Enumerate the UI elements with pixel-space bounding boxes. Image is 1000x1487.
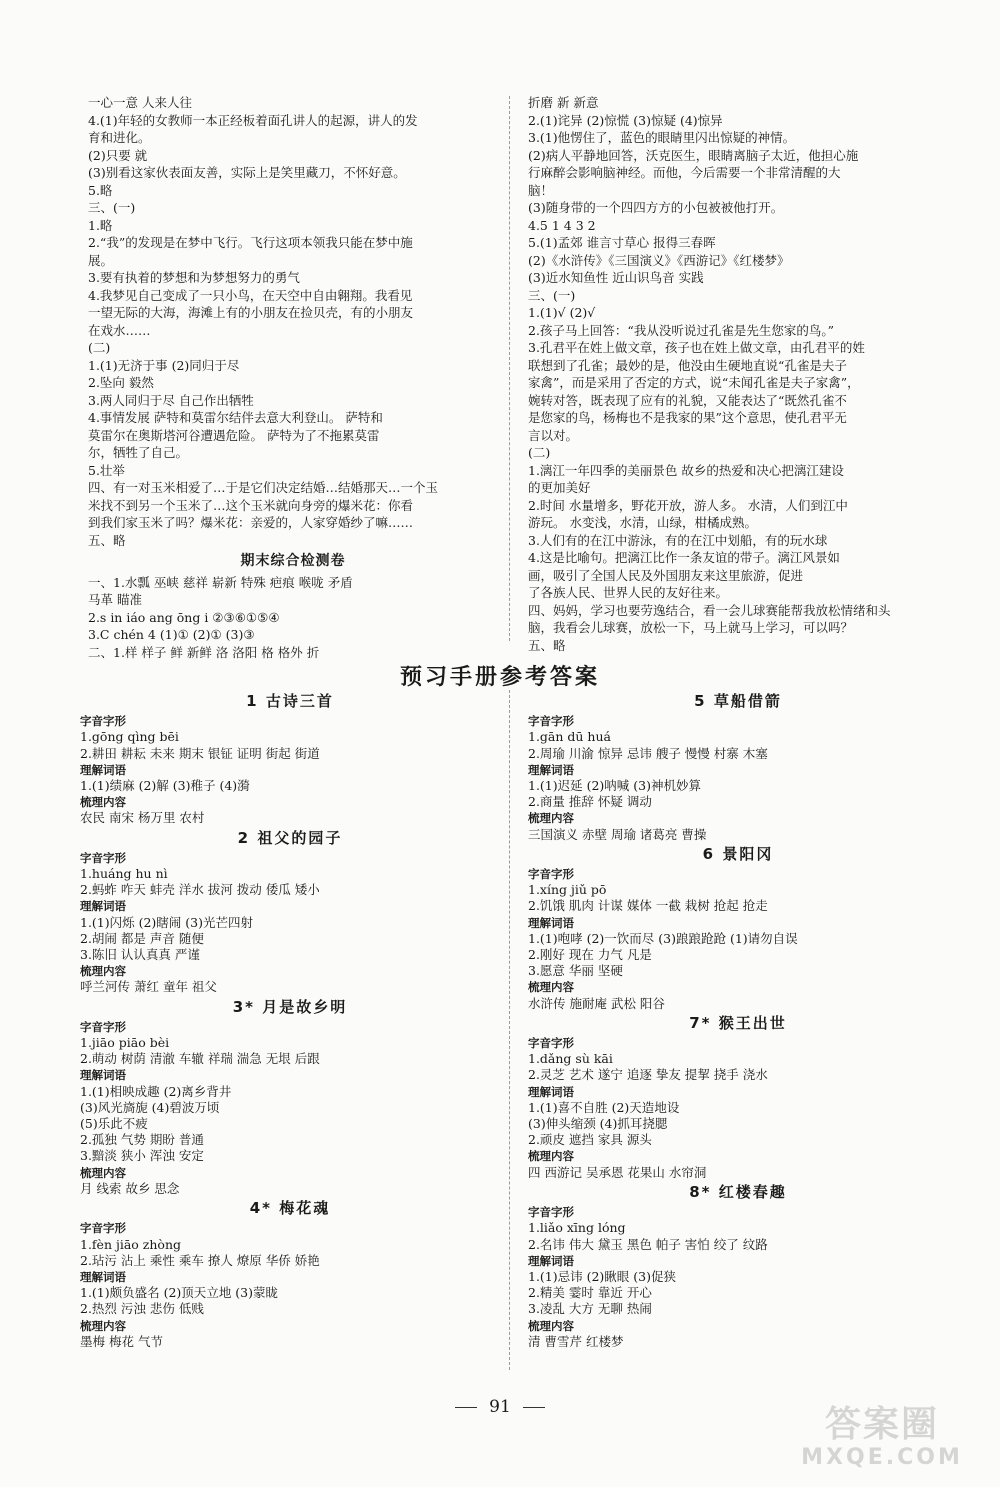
section-heading: 理解词语 <box>80 762 126 777</box>
answer-line: 2.精美 霎时 靠近 开心 <box>528 1285 652 1301</box>
answer-line: 2.耕田 耕耘 未来 期末 银钲 证明 街起 街道 <box>80 745 320 761</box>
answer-line: 3.C chén 4 (1)① (2)① (3)③ <box>88 627 255 642</box>
answer-line: 清 曹雪芹 红楼梦 <box>528 1333 624 1349</box>
section-heading: 字音字形 <box>528 1205 574 1220</box>
answer-line: 3.陈旧 认认真真 严谨 <box>80 947 200 963</box>
answer-line: 联想到了孔雀；最妙的是，他没由生硬地直说“孔雀是夫子 <box>528 357 847 373</box>
answer-line: 2.饥饿 肌肉 计谋 媒体 一截 栽树 抢起 抢走 <box>528 898 768 914</box>
answer-line: 2.时间 水量增多，野花开放，游人多。 水清，人们到江中 <box>528 497 848 513</box>
answer-line: 1.liǎo xīng lóng <box>528 1220 626 1236</box>
answer-line: 3.要有执着的梦想和为梦想努力的勇气 <box>88 270 300 285</box>
answer-line: 莫雷尔在奥斯塔河谷遭遇危险。 萨特为了不拖累莫雷 <box>88 427 380 443</box>
answer-line: 画，吸引了全国人民及外国朋友来这里旅游，促进 <box>528 567 804 583</box>
answer-line: 4.这是比喻句。把漓江比作一条友谊的带子。漓江风景如 <box>528 550 840 565</box>
exam-lines <box>88 574 498 662</box>
answer-line: 2.顽皮 遮挡 家具 源头 <box>528 1132 652 1148</box>
section-heading: 理解词语 <box>528 762 574 777</box>
answer-line: 3.人们有的在江中游泳，有的在江中划船，有的玩水球 <box>528 532 828 548</box>
section-heading: 理解词语 <box>528 1253 574 1268</box>
answer-line: (2)《水浒传》《三国演义》《西游记》《红楼梦》 <box>528 252 790 268</box>
top-left-lines <box>88 94 498 549</box>
answer-line: 2.蚂蚱 咋天 蚌壳 洋水 拔河 拨动 倭瓜 矮小 <box>80 882 320 898</box>
top-right-column <box>528 94 948 654</box>
section-heading: 理解词语 <box>80 1068 126 1083</box>
answer-line: 4.我梦见自己变成了一只小鸟，在天空中自由翱翔。我看见 <box>88 287 413 303</box>
answer-line: 1.略 <box>88 217 113 233</box>
lesson-title: 7* 猴王出世 <box>689 1013 787 1032</box>
answer-line: 2.“我”的发现是在梦中飞行。飞行这项本领我只能在梦中施 <box>88 235 413 250</box>
answer-line: 二、1.样 样子 鲜 新鲜 洛 洛阳 格 格外 折 <box>88 644 320 660</box>
section-heading: 梳理内容 <box>80 795 126 810</box>
answer-line: 4.(1)年轻的女教师一本正经板着面孔讲人的起源，讲人的发 <box>88 112 418 128</box>
answer-line: 2.孩子马上回答：“我从没听说过孔雀是先生您家的鸟。” <box>528 322 834 338</box>
answer-line: 2.坠向 毅然 <box>88 375 154 390</box>
answer-line: 2.萌动 树荫 清澈 车辙 祥瑞 湍急 无垠 后跟 <box>80 1051 320 1067</box>
answer-line: 2.热烈 污浊 悲伤 低贱 <box>80 1301 204 1317</box>
section-heading: 梳理内容 <box>80 1165 126 1180</box>
answer-line: 1.(1)无济于事 (2)同归于尽 <box>88 357 240 373</box>
answer-line: 言以对。 <box>528 427 579 443</box>
answer-line: 2.玷污 沾上 乘性 乘车 撩人 燎原 华侨 娇艳 <box>80 1252 320 1268</box>
lesson-title: 2 祖父的园子 <box>237 828 343 847</box>
answer-line: 3.孔君平在姓上做文章，孩子也在姓上做文章，由孔君平的姓 <box>528 340 865 355</box>
answer-line: (二) <box>88 340 111 355</box>
section-heading: 字音字形 <box>80 850 126 865</box>
answer-line: 是您家的鸟，杨梅也不是我家的果”这个意思，使孔君平无 <box>528 410 847 425</box>
section-heading: 字音字形 <box>80 1019 126 1034</box>
answer-line: 1.fèn jiāo zhòng <box>80 1236 182 1252</box>
lessons-right-column <box>528 690 948 1350</box>
answer-line: (2)病人平静地回答，沃克医生，眼睛离脑子太近，他担心施 <box>528 147 859 163</box>
answer-line: 在戏水…… <box>88 322 151 338</box>
lesson-title: 3* 月是故乡明 <box>232 997 348 1016</box>
answer-line: 1.gōng qìng bēi <box>80 729 179 745</box>
answer-line: 水浒传 施耐庵 武松 阳谷 <box>528 995 665 1011</box>
section-heading: 梳理内容 <box>80 1318 126 1333</box>
column-divider-top <box>509 96 510 641</box>
answer-line: 1.(1)迟延 (2)呐喊 (3)神机妙算 <box>528 778 701 794</box>
answer-line: 四、有一对玉米相爱了…于是它们决定结婚…结婚那天…一个玉 <box>88 480 439 495</box>
answer-line: 三国演义 赤壁 周瑜 诸葛亮 曹操 <box>528 826 707 842</box>
answer-line: 折磨 新 新意 <box>528 95 599 110</box>
lessons-left-column <box>80 690 500 1350</box>
top-left-column <box>88 94 498 661</box>
answer-line: 1.(1)喜不自胜 (2)天造地设 <box>528 1099 680 1115</box>
page-number: 91 <box>0 1397 1000 1417</box>
answer-line: (5)乐此不疲 <box>80 1116 148 1132</box>
exam-title: 期末综合检测卷 <box>240 553 346 569</box>
answer-line: (2)只要 就 <box>88 147 148 163</box>
lesson-title: 8* 红楼春趣 <box>689 1182 787 1201</box>
answer-line: 到我们家玉米了吗？爆米花：亲爱的，人家穿婚纱了嘛…… <box>88 515 414 530</box>
answer-line: 五、略 <box>528 637 566 653</box>
answer-line: 3.黯淡 狭小 浑浊 安定 <box>80 1148 204 1164</box>
answer-line: (3)别看这家伙表面友善，实际上是笑里藏刀，不怀好意。 <box>88 165 406 180</box>
answer-line: 2.s in iáo ang ōng i ②③⑥①⑤④ <box>88 609 280 625</box>
answer-line: 1.(1)颇负盛名 (2)顶天立地 (3)蒙眬 <box>80 1285 278 1301</box>
answer-line: (3)风光旖旎 (4)碧波万顷 <box>80 1099 220 1115</box>
answer-line: 四 西游记 吴承恩 花果山 水帘洞 <box>528 1164 707 1180</box>
lesson-title: 5 草船借箭 <box>694 692 782 710</box>
answer-line: 婉转对答，既表现了应有的礼貌，又能表达了“既然孔雀不 <box>528 392 847 408</box>
answer-line: 1.(1)咆哮 (2)一饮而尽 (3)踉踉跄跄 (1)请勿自误 <box>528 930 798 946</box>
answer-line: 一、1.水瓢 巫峡 慈祥 崭新 特殊 疤痕 喉咙 矛盾 <box>88 574 353 590</box>
answer-line: 脑！ <box>528 182 554 198</box>
answer-line: 1.huáng hu nì <box>80 866 168 882</box>
lesson-title: 6 景阳冈 <box>702 844 774 863</box>
section-heading: 字音字形 <box>80 1221 126 1236</box>
answer-line: (3)随身带的一个四四方方的小包被被他打开。 <box>528 200 784 215</box>
answer-line: 三、(一) <box>528 287 576 303</box>
answer-line: 3.愿意 华丽 坚硬 <box>528 963 623 979</box>
answer-line: 2.刚好 现在 力气 凡是 <box>528 947 652 963</box>
section-heading: 梳理内容 <box>528 980 574 995</box>
answer-line: 1.(1)闪烁 (2)瞎闹 (3)光芒四射 <box>80 914 253 930</box>
watermark-mark: 答案圈 <box>824 1404 939 1445</box>
answer-line: (二) <box>528 445 551 460</box>
answer-line: 的更加美好 <box>528 480 591 495</box>
answer-line: 三、(一) <box>88 200 136 215</box>
answer-line: 了各族人民、世界人民的友好往来。 <box>528 585 729 600</box>
section-heading: 梳理内容 <box>528 1318 574 1333</box>
lesson-title: 1 古诗三首 <box>246 692 334 710</box>
answer-line: 3.(1)他愣住了，蓝色的眼睛里闪出惊疑的神情。 <box>528 130 796 145</box>
section-heading: 理解词语 <box>528 1084 574 1099</box>
section-heading: 字音字形 <box>528 1036 574 1051</box>
main-title: 预习手册参考答案 <box>399 665 600 690</box>
answer-line: 3.凌乱 大方 无聊 热闹 <box>528 1301 652 1317</box>
answer-line: 马革 瞄准 <box>88 592 142 607</box>
answer-line: 行麻醉会影响脑神经。而他，今后需要一个非常清醒的大 <box>528 165 841 180</box>
answer-line: 1.(1)绩麻 (2)解 (3)稚子 (4)漪 <box>80 778 250 794</box>
answer-line: 农民 南宋 杨万里 农村 <box>80 810 205 826</box>
answer-line: 墨梅 梅花 气节 <box>80 1333 163 1349</box>
section-heading: 理解词语 <box>80 899 126 914</box>
answer-line: 2.孤独 气势 期盼 普通 <box>80 1132 204 1148</box>
answer-line: 呼兰河传 萧红 童年 祖父 <box>80 979 217 995</box>
answer-line: 1.gān dū huá <box>528 729 611 745</box>
answer-line: 2.(1)诧异 (2)惊慌 (3)惊疑 (4)惊异 <box>528 112 723 128</box>
answer-line: 2.名讳 伟大 黛玉 黑色 帕子 害怕 绞了 纹路 <box>528 1236 768 1252</box>
answer-line: 2.商量 推辞 怀疑 调动 <box>528 794 652 810</box>
answer-line: 4.事情发展 萨特和莫雷尔结伴去意大利登山。 萨特和 <box>88 410 383 425</box>
answer-line: 五、略 <box>88 532 126 548</box>
answer-line: 2.周瑜 川渝 惊异 忌讳 艘子 慢慢 村寨 木塞 <box>528 745 768 761</box>
watermark-logo <box>782 1405 982 1477</box>
answer-line: (3)伸头缩颈 (4)抓耳挠腮 <box>528 1116 668 1132</box>
section-heading: 梳理内容 <box>528 811 574 826</box>
section-heading: 梳理内容 <box>528 1149 574 1164</box>
answer-line: 脑，我看会儿球赛，放松一下，马上就马上学习，可以吗？ <box>528 620 854 635</box>
lesson-title: 4* 梅花魂 <box>249 1199 331 1218</box>
answer-line: 1.xíng jiǔ pō <box>528 882 607 898</box>
answer-line: 1.(1)√ (2)√ <box>528 305 596 320</box>
answer-line: (3)近水知鱼性 近山识鸟音 实践 <box>528 270 704 285</box>
answer-line: 2.胡闹 都是 声音 随便 <box>80 930 204 946</box>
answer-line: 一心一意 人来人往 <box>88 95 192 110</box>
answer-line: 3.两人同归于尽 自己作出牺牲 <box>88 392 254 408</box>
answer-line: 2.灵芝 艺术 遂宁 追逐 挚友 提挈 挠手 浇水 <box>528 1067 768 1083</box>
answer-line: 展。 <box>88 252 114 268</box>
section-heading: 梳理内容 <box>80 964 126 979</box>
answer-line: 5.略 <box>88 182 113 198</box>
answer-line: 家禽”，而是采用了否定的方式，说“未闻孔雀是夫子家禽”， <box>528 375 860 390</box>
answer-line: 1.漓江一年四季的美丽景色 故乡的热爱和决心把漓江建设 <box>528 462 844 478</box>
section-heading: 理解词语 <box>80 1269 126 1284</box>
answer-line: 育和进化。 <box>88 130 151 145</box>
section-heading: 字音字形 <box>528 867 574 882</box>
section-heading: 字音字形 <box>80 714 126 729</box>
answer-line: 尔，牺牲了自己。 <box>88 445 189 460</box>
answer-line: 月 线索 故乡 思念 <box>80 1180 180 1196</box>
answer-line: 一望无际的大海，海滩上有的小朋友在捡贝壳，有的小朋友 <box>88 305 414 320</box>
answer-line: 四、妈妈，学习也要劳逸结合，看一会儿球赛能帮我放松情绪和头 <box>528 602 891 618</box>
section-heading: 字音字形 <box>528 714 574 729</box>
section-heading: 理解词语 <box>528 915 574 930</box>
top-right-lines <box>528 94 948 654</box>
answer-line: 5.壮举 <box>88 462 125 478</box>
answer-line: 1.jiāo piāo bèi <box>80 1035 170 1051</box>
answer-line: 1.(1)忌讳 (2)瞅眼 (3)促狭 <box>528 1268 676 1284</box>
column-divider-bottom <box>509 690 510 1370</box>
answer-line: 游玩。 水变浅，水清，山绿，柑橘成熟。 <box>528 515 757 530</box>
watermark-url: MXQE.COM <box>801 1445 963 1470</box>
answer-line: 5.(1)孟郊 谁言寸草心 报得三春晖 <box>528 235 716 250</box>
answer-line: 1.dǎng sù kāi <box>528 1051 613 1067</box>
answer-line: 米找不到另一个玉米了…这个玉米就向身旁的爆米花：你看 <box>88 497 414 513</box>
answer-line: 1.(1)相映成趣 (2)离乡背井 <box>80 1083 232 1099</box>
answer-line: 4.5 1 4 3 2 <box>528 217 596 233</box>
